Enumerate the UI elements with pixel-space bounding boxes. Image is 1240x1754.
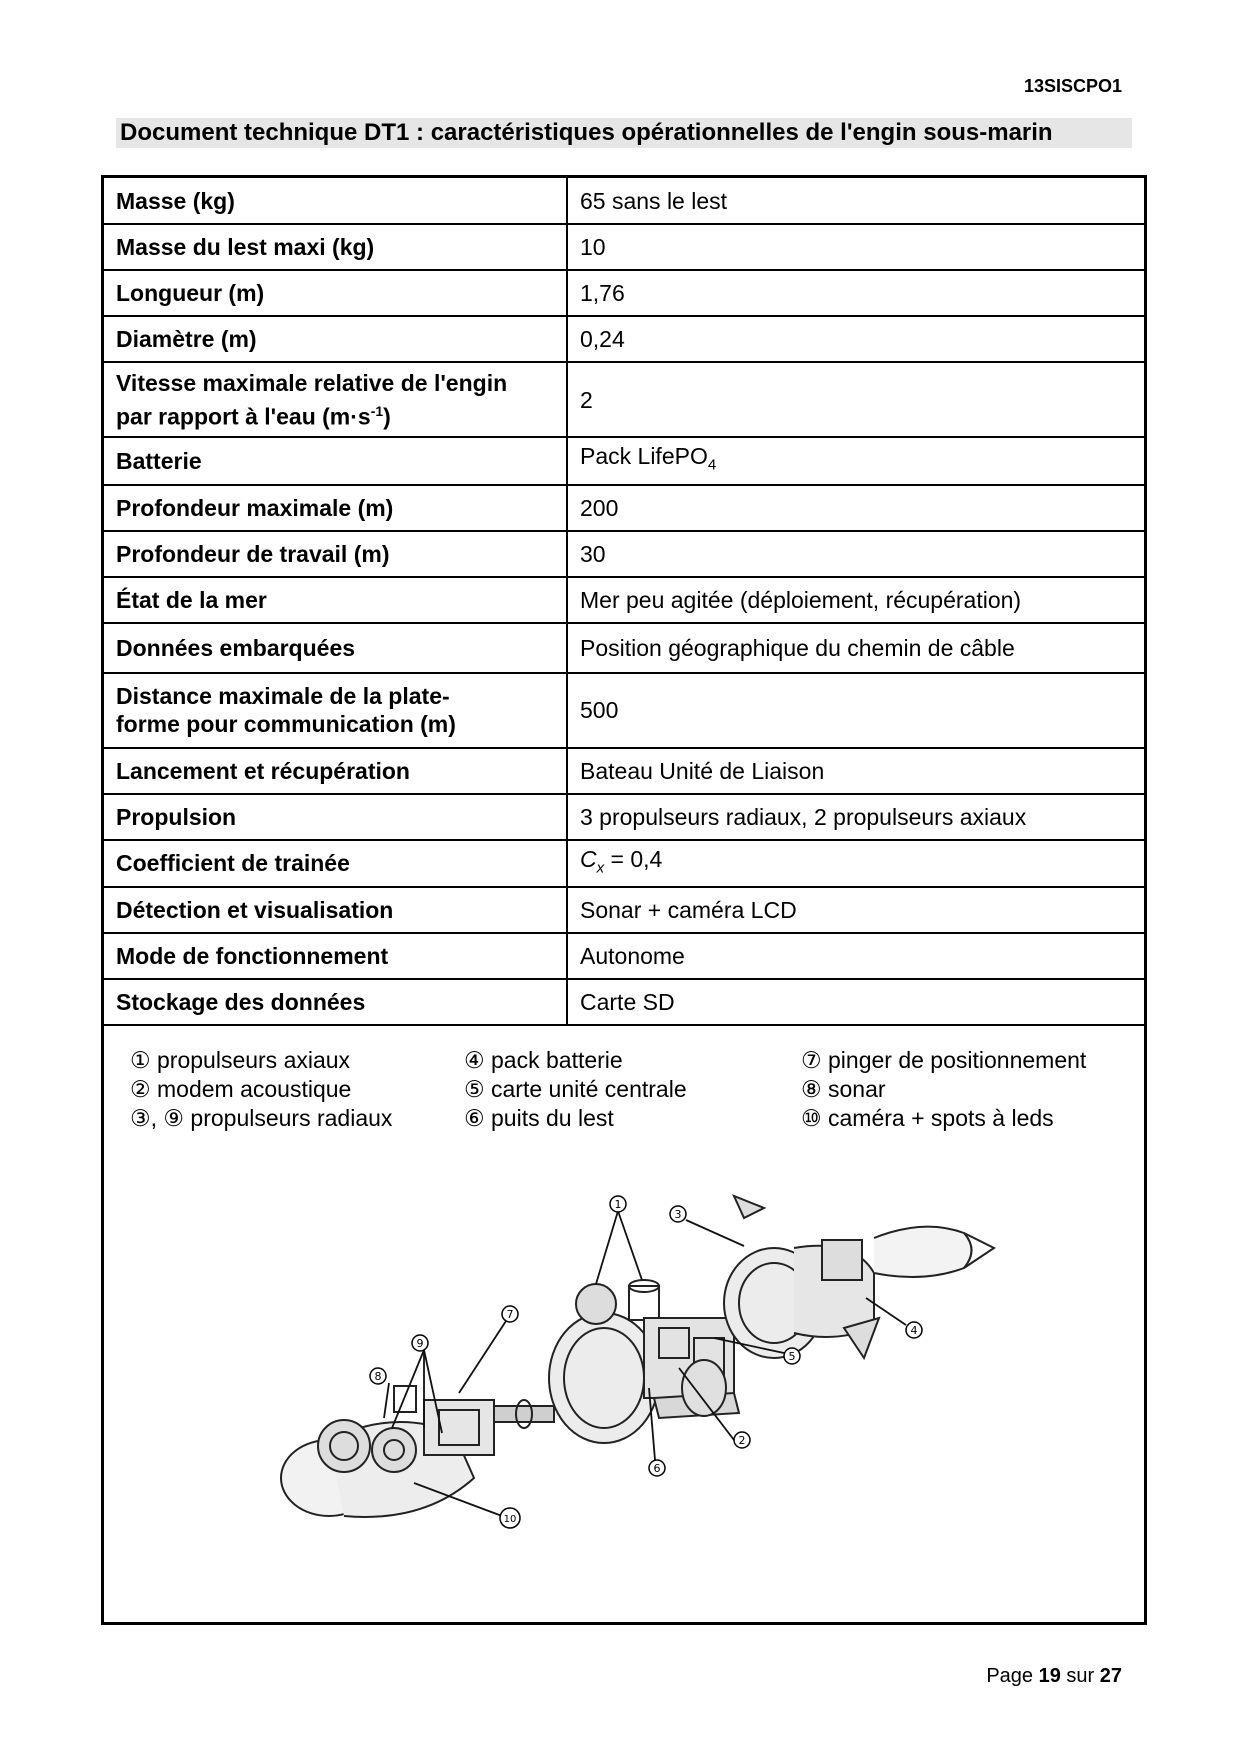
shaft-drawing (494, 1400, 554, 1428)
svg-text:1: 1 (614, 1198, 622, 1211)
table-row (104, 178, 1144, 224)
spec-value: Pack LifePO$_4$ (567, 437, 1144, 485)
svg-text:6: 6 (653, 1462, 661, 1475)
svg-text:2: 2 (738, 1434, 746, 1447)
spec-value: 0,24 (567, 316, 1144, 362)
content-frame (101, 175, 1147, 1625)
svg-text:7: 7 (506, 1308, 514, 1321)
table-row (104, 979, 1144, 1025)
legend-item: ④ pack batterie (464, 1047, 623, 1073)
legend-item: ⑤ carte unité centrale (464, 1076, 687, 1102)
svg-text:3: 3 (674, 1208, 682, 1221)
legend-item: ⑦ pinger de positionnement (801, 1047, 1087, 1073)
spec-label: Profondeur maximale (m) (104, 485, 567, 531)
spec-label: Vitesse maximale relative de l'engin par rapport à l'eau $(m\cdot s^{-1})$ (104, 362, 567, 437)
spec-value: Carte SD (567, 979, 1144, 1025)
table-row (104, 224, 1144, 270)
table-row (104, 748, 1144, 794)
table-row (104, 933, 1144, 979)
spec-value: 10 (567, 224, 1144, 270)
spec-value: Bateau Unité de Liaison (567, 748, 1144, 794)
legend-item: ⑧ sonar (801, 1076, 886, 1102)
exploded-view-diagram (274, 1178, 1054, 1588)
spec-label: Détection et visualisation (104, 887, 567, 933)
spec-label: Masse (kg) (104, 178, 567, 224)
spec-value: 200 (567, 485, 1144, 531)
legend-item: ③, ⑨ propulseurs radiaux (130, 1105, 393, 1131)
spec-value: 65 sans le lest (567, 178, 1144, 224)
spec-label: Diamètre (m) (104, 316, 567, 362)
marker-1 (610, 1196, 626, 1212)
spec-value: Position géographique du chemin de câble (567, 623, 1144, 673)
marker-7 (502, 1306, 518, 1322)
legend-column-1 (130, 1046, 392, 1133)
svg-text:10: 10 (503, 1514, 517, 1525)
marker-5 (784, 1348, 800, 1364)
document-title: Document technique DT1 : caractéristiques opérationnelles de l'engin sous-marin (120, 119, 1053, 146)
spec-label: État de la mer (104, 577, 567, 623)
legend-item: ⑥ puits du lest (464, 1105, 614, 1131)
spec-label: Propulsion (104, 794, 567, 840)
table-row (104, 531, 1144, 577)
spec-value: $C_x = 0,4$ (567, 840, 1144, 888)
table-row (104, 316, 1144, 362)
marker-3 (670, 1206, 686, 1222)
svg-text:4: 4 (910, 1324, 918, 1337)
marker-2 (734, 1432, 750, 1448)
table-row (104, 362, 1144, 437)
marker-4 (906, 1322, 922, 1338)
spec-value: Mer peu agitée (déploiement, récupération) (567, 577, 1144, 623)
middle-section-drawing (549, 1280, 739, 1443)
table-row (104, 437, 1144, 485)
spec-label: Données embarquées (104, 623, 567, 673)
svg-text:9: 9 (416, 1337, 424, 1350)
spec-value: 1,76 (567, 270, 1144, 316)
spec-label: Mode de fonctionnement (104, 933, 567, 979)
spec-value: 30 (567, 531, 1144, 577)
spec-value: 2 (567, 362, 1144, 437)
svg-text:8: 8 (374, 1370, 382, 1383)
legend-column-3 (801, 1046, 1086, 1133)
legend-item: ② modem acoustique (130, 1076, 352, 1102)
spec-label: Lancement et récupération (104, 748, 567, 794)
marker-8 (370, 1368, 386, 1384)
spec-value: 500 (567, 673, 1144, 748)
spec-label: Batterie (104, 437, 567, 485)
table-row (104, 887, 1144, 933)
table-row (104, 270, 1144, 316)
spec-label: Distance maximale de la plate- forme pour communication (m) (104, 673, 567, 748)
spec-value: 3 propulseurs radiaux, 2 propulseurs axiaux (567, 794, 1144, 840)
table-row (104, 794, 1144, 840)
table-row (104, 840, 1144, 888)
marker-10 (500, 1508, 520, 1528)
spec-label: Coefficient de trainée (104, 840, 567, 888)
rear-section-drawing (281, 1386, 494, 1517)
svg-text:5: 5 (788, 1350, 796, 1363)
legend-column-2 (464, 1046, 687, 1133)
spec-value: Autonome (567, 933, 1144, 979)
front-section-drawing (724, 1196, 994, 1358)
table-row (104, 673, 1144, 748)
table-row (104, 577, 1144, 623)
spec-label: Stockage des données (104, 979, 567, 1025)
marker-6 (649, 1460, 665, 1476)
table-row (104, 485, 1144, 531)
marker-9 (412, 1335, 428, 1351)
document-code: 13SISCPO1 (1023, 76, 1122, 96)
spec-label: Longueur (m) (104, 270, 567, 316)
legend-item: ⑩ caméra + spots à leds (801, 1105, 1054, 1131)
table-row (104, 623, 1144, 673)
spec-table (104, 178, 1144, 1026)
page-number: Page 19 sur 27 (986, 1665, 1122, 1687)
spec-label: Masse du lest maxi (kg) (104, 224, 567, 270)
legend-item: ① propulseurs axiaux (130, 1047, 351, 1073)
spec-value: Sonar + caméra LCD (567, 887, 1144, 933)
spec-label: Profondeur de travail (m) (104, 531, 567, 577)
